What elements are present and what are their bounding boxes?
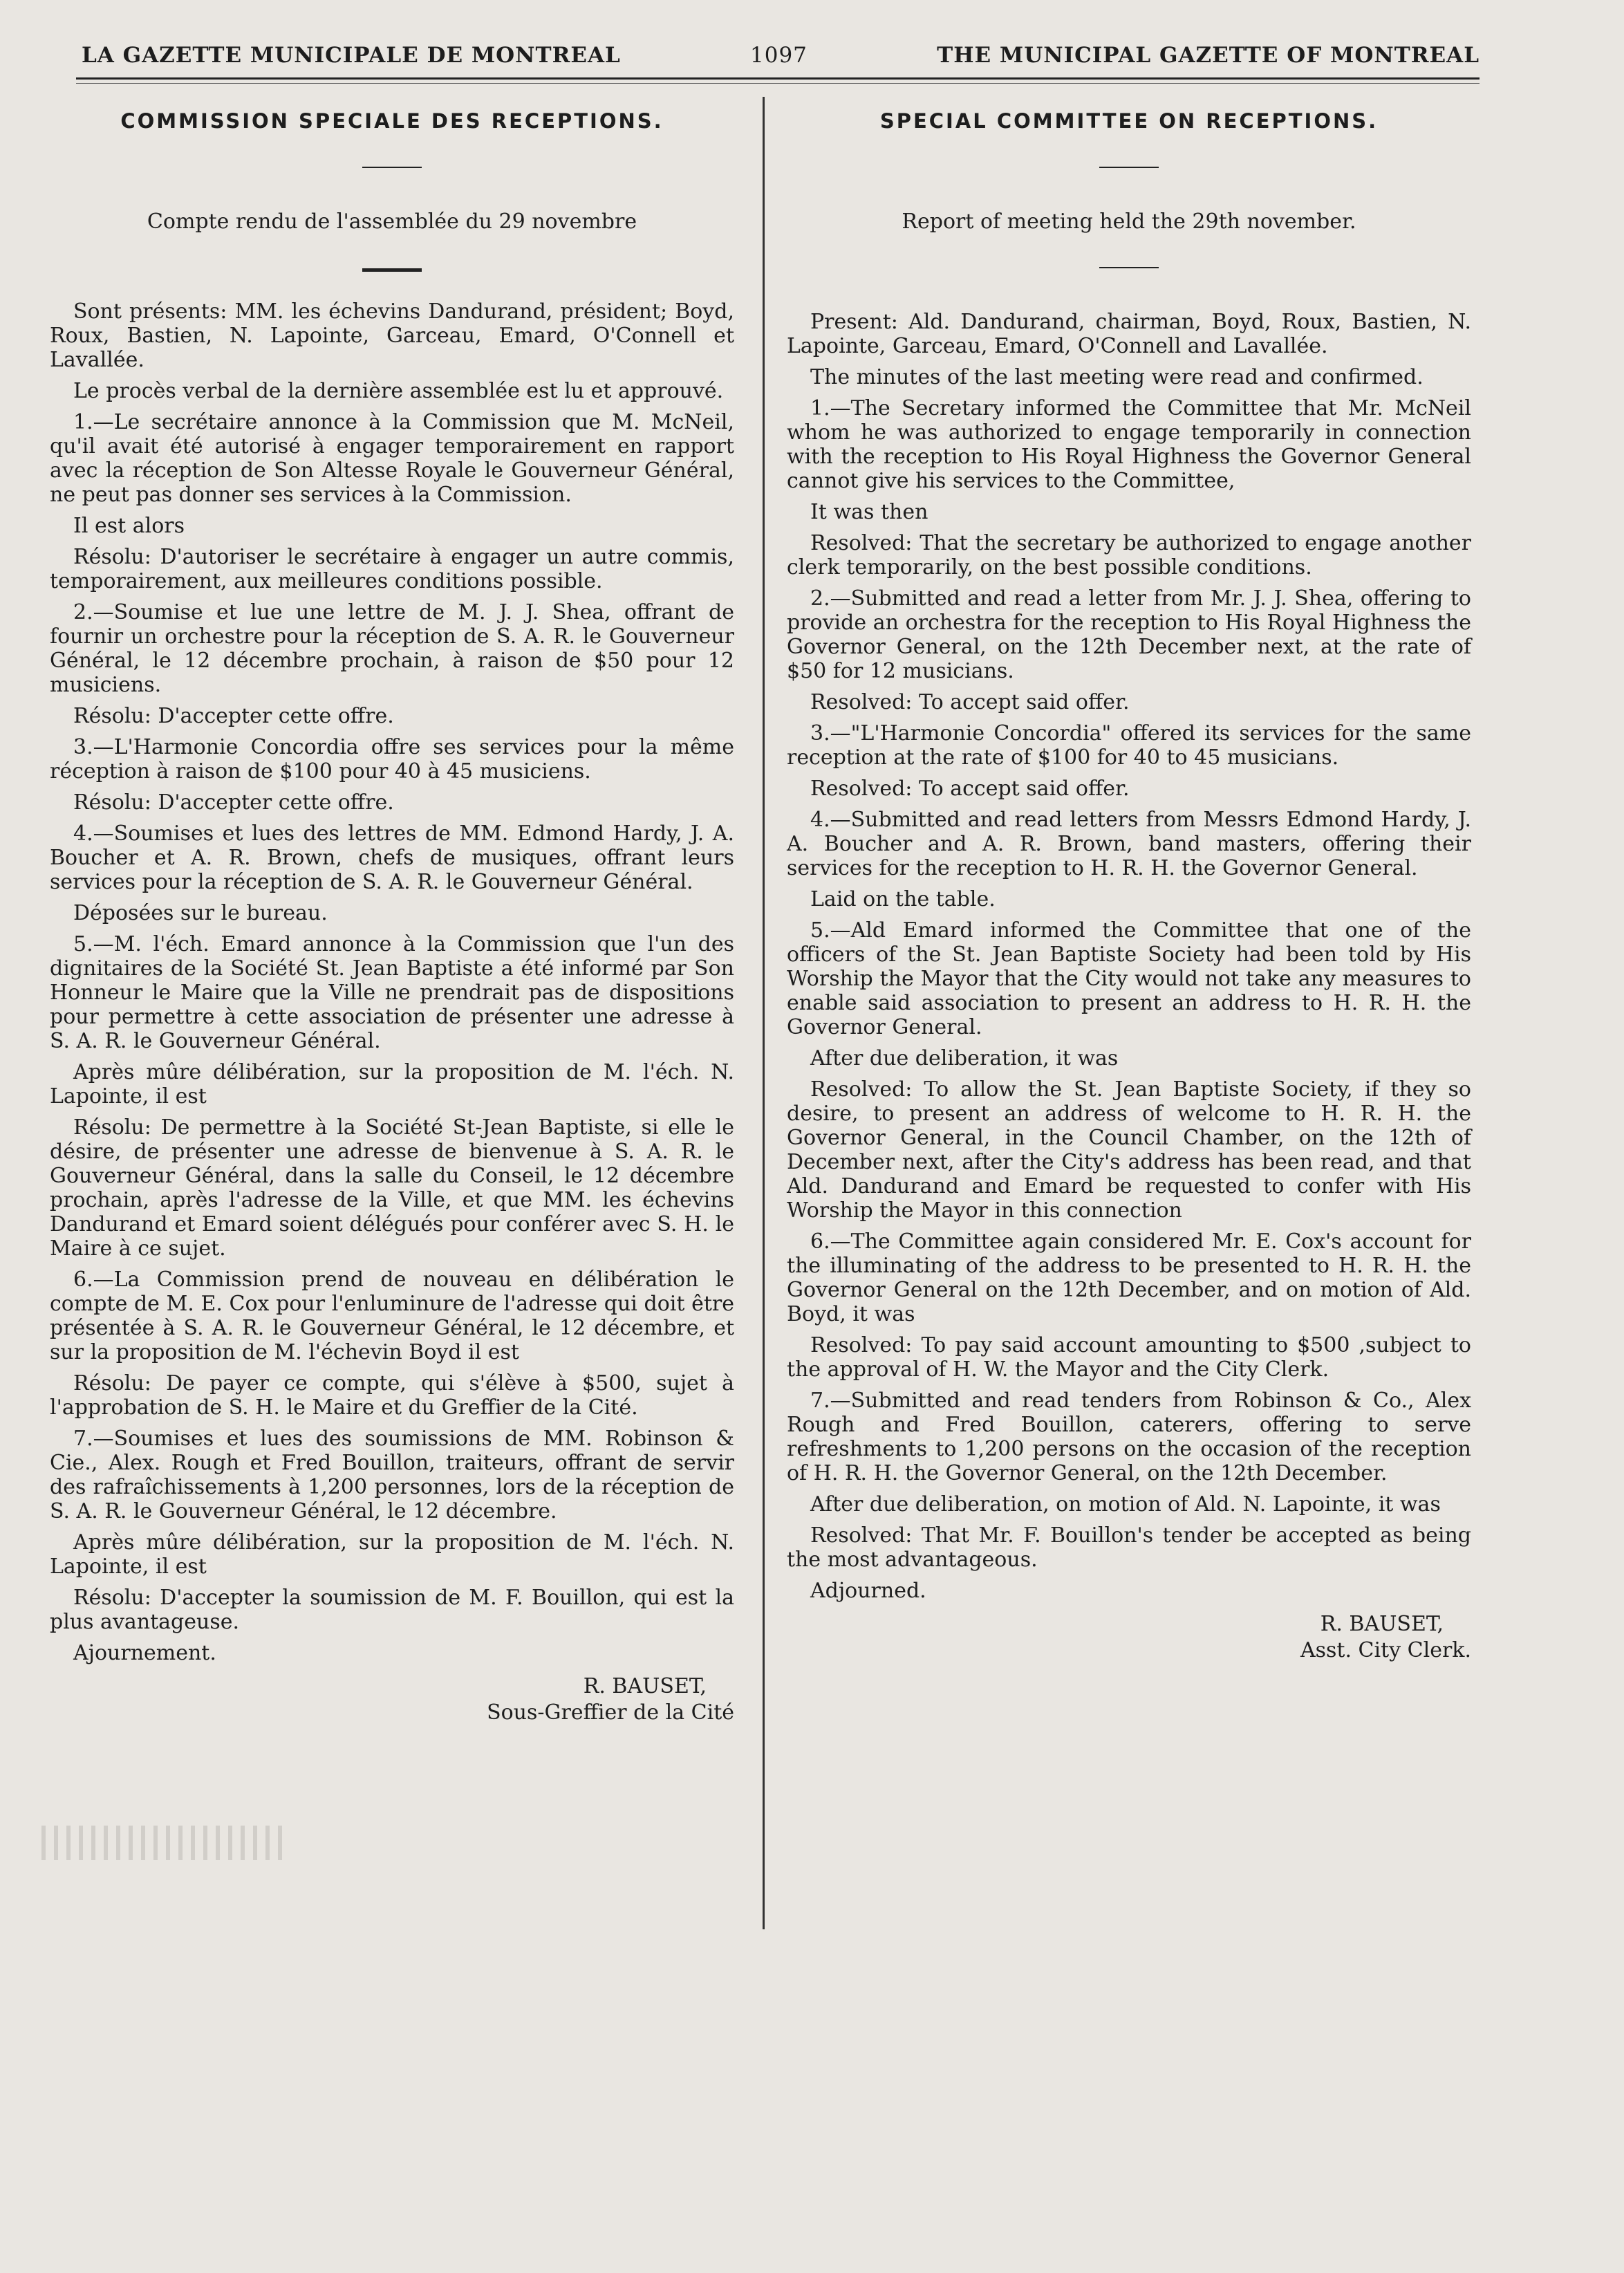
english-paragraph: Resolved: That Mr. F. Bouillon's tender be accepted as being the most advantageous. <box>787 1523 1471 1572</box>
french-paragraph: Après mûre délibération, sur la proposition de M. l'éch. N. Lapointe, il est <box>50 1060 734 1108</box>
english-paragraph: 3.—"L'Harmonie Concordia" offered its services for the same reception at the rate of $100 for 40 to 45 musicians. <box>787 721 1471 770</box>
english-paragraph: Resolved: That the secretary be authorized to engage another clerk temporarily, on the best possible conditions. <box>787 531 1471 579</box>
french-paragraph: 5.—M. l'éch. Emard annonce à la Commission que l'un des dignitaires de la Société St. Jean Baptiste a été informé par Son Honneur le Maire que la Ville ne prendrait pas de dispositions pour permettre à cette association de présenter une adresse à S. A. R. le Gouverneur Général. <box>50 932 734 1053</box>
english-paragraph: Adjourned. <box>810 1579 926 1603</box>
english-signature-title: Asst. City Clerk. <box>1300 1638 1471 1662</box>
page-header <box>76 43 1480 77</box>
french-paragraph: Déposées sur le bureau. <box>73 901 328 925</box>
french-paragraph: Résolu: D'accepter cette offre. <box>73 704 394 728</box>
header-french-title: LA GAZETTE MUNICIPALE DE MONTREAL <box>82 43 621 68</box>
english-subtitle: Report of meeting held the 29th november. <box>902 210 1356 234</box>
french-paragraph: Résolu: De payer ce compte, qui s'élève à $500, sujet à l'approbation de S. H. le Maire et du Greffier de la Cité. <box>50 1371 734 1420</box>
french-signature <box>50 1673 734 1726</box>
french-paragraph: 6.—La Commission prend de nouveau en délibération le compte de M. E. Cox pour l'enluminure de l'adresse qui doit être présentée à S. A. R. le Gouverneur Général, le 12 décembre, et sur la proposition de M. l'échevin Boyd il est <box>50 1268 734 1364</box>
page-number: 1097 <box>750 43 808 68</box>
english-signature <box>787 1611 1471 1664</box>
french-heading: COMMISSION SPECIALE DES RECEPTIONS. <box>120 109 664 133</box>
english-paragraph: Resolved: To accept said offer. <box>810 777 1130 801</box>
french-signature-title: Sous-Greffier de la Cité <box>487 1700 734 1725</box>
french-paragraph: Résolu: D'accepter cette offre. <box>73 790 394 815</box>
french-paragraph: 2.—Soumise et lue une lettre de M. J. J. Shea, offrant de fournir un orchestre pour la réception de S. A. R. le Gouverneur Général, le 12 décembre prochain, à raison de $50 pour 12 musiciens. <box>50 600 734 697</box>
french-paragraph: 7.—Soumises et lues des soumissions de MM. Robinson & Cie., Alex. Rough et Fred Bouillon, traiteurs, offrant de servir des rafraîchissements à 1,200 personnes, lors de la réception de S. A. R. le Gouverneur Général, le 12 décembre. <box>50 1427 734 1523</box>
french-paragraph: Il est alors <box>73 514 185 538</box>
english-paragraph: 6.—The Committee again considered Mr. E. Cox's account for the illuminating of the address to be presented to H. R. H. the Governor General on the 12th December, and on motion of Ald. Boyd, it was <box>787 1230 1471 1326</box>
column-divider <box>763 97 765 1929</box>
english-heading: SPECIAL COMMITTEE ON RECEPTIONS. <box>879 109 1379 133</box>
french-paragraph: Après mûre délibération, sur la proposition de M. l'éch. N. Lapointe, il est <box>50 1530 734 1579</box>
english-paragraph: 5.—Ald Emard informed the Committee that one of the officers of the St. Jean Baptiste Society had been told by His Worship the Mayor that the City would not take any measures to enable said association to present an address to H. R. H. the Governor General. <box>787 918 1471 1039</box>
french-heading-rule <box>362 167 422 168</box>
french-paragraph: Le procès verbal de la dernière assemblée est lu et approuvé. <box>73 379 724 403</box>
french-paragraph: Ajournement. <box>73 1641 216 1665</box>
english-paragraph: 1.—The Secretary informed the Committee that Mr. McNeil whom he was authorized to engage temporarily in connection with the reception to His Royal Highness the Governor General cannot give his services to the Committee, <box>787 396 1471 493</box>
french-paragraph: 1.—Le secrétaire annonce à la Commission que M. McNeil, qu'il avait été autorisé à engager temporairement en rapport avec la réception de Son Altesse Royale le Gouverneur Général, ne peut pas donner ses services à la Commission. <box>50 410 734 507</box>
header-english-title: THE MUNICIPAL GAZETTE OF MONTREAL <box>937 43 1480 68</box>
english-paragraph: The minutes of the last meeting were read and confirmed. <box>810 365 1424 389</box>
french-paragraph: Résolu: D'accepter la soumission de M. F. Bouillon, qui est la plus avantageuse. <box>50 1586 734 1634</box>
english-paragraph: Resolved: To accept said offer. <box>810 690 1130 714</box>
english-paragraph: Laid on the table. <box>810 887 996 911</box>
english-paragraph: Resolved: To allow the St. Jean Baptiste Society, if they so desire, to present an address of welcome to H. R. H. the Governor General, in the Council Chamber, on the 12th of December next, after the City's address has been read, and that Ald. Dandurand and Emard be requested to confer with His Worship the Mayor in this connection <box>787 1077 1471 1223</box>
french-subtitle: Compte rendu de l'assemblée du 29 novembre <box>147 210 637 234</box>
english-heading-rule <box>1099 167 1159 168</box>
french-paragraph: 4.—Soumises et lues des lettres de MM. Edmond Hardy, J. A. Boucher et A. R. Brown, chefs de musiques, offrant leurs services pour la réception de S. A. R. le Gouverneur Général. <box>50 822 734 894</box>
french-paragraph: Résolu: D'autoriser le secrétaire à engager un autre commis, temporairement, aux meilleures conditions possible. <box>50 545 734 593</box>
english-paragraph: 2.—Submitted and read a letter from Mr. J. J. Shea, offering to provide an orchestra for the reception to His Royal Highness the Governor General, on the 12th December next, at the rate of $50 for 12 musicians. <box>787 586 1471 683</box>
english-column <box>787 104 1471 1664</box>
french-column <box>50 104 734 1726</box>
header-rule-thin <box>76 83 1480 84</box>
french-subtitle-rule <box>362 268 422 272</box>
english-paragraph: After due deliberation, it was <box>810 1046 1119 1070</box>
english-signature-name: R. BAUSET, <box>1320 1612 1444 1636</box>
french-signature-name: R. BAUSET, <box>583 1674 707 1698</box>
english-paragraph: After due deliberation, on motion of Ald. N. Lapointe, it was <box>810 1492 1441 1516</box>
english-paragraph: 7.—Submitted and read tenders from Robinson & Co., Alex Rough and Fred Bouillon, caterers, offering to serve refreshments to 1,200 persons on the occasion of the reception of H. R. H. the Governor General, on the 12th December. <box>787 1389 1471 1485</box>
header-rule <box>76 77 1480 80</box>
french-paragraph: Résolu: De permettre à la Société St-Jean Baptiste, si elle le désire, de présenter une adresse de bienvenue à S. A. R. le Gouverneur Général, dans la salle du Conseil, le 12 décembre prochain, après l'adresse de la Ville, et que MM. les échevins Dandurand et Emard soient délégués pour conférer avec S. H. le Maire à ce sujet. <box>50 1115 734 1261</box>
print-smudge <box>41 1826 290 1860</box>
french-paragraph: Sont présents: MM. les échevins Dandurand, président; Boyd, Roux, Bastien, N. Lapointe, Garceau, Emard, O'Connell et Lavallée. <box>50 299 734 372</box>
english-paragraph: Present: Ald. Dandurand, chairman, Boyd, Roux, Bastien, N. Lapointe, Garceau, Emard, O'Connell and Lavallée. <box>787 310 1471 358</box>
english-paragraph: It was then <box>810 500 928 524</box>
english-paragraph: Resolved: To pay said account amounting to $500 ,subject to the approval of H. W. the Mayor and the City Clerk. <box>787 1333 1471 1382</box>
english-paragraph: 4.—Submitted and read letters from Messrs Edmond Hardy, J. A. Boucher and A. R. Brown, band masters, offering their services for the reception to H. R. H. the Governor General. <box>787 808 1471 880</box>
french-paragraph: 3.—L'Harmonie Concordia offre ses services pour la même réception à raison de $100 pour 40 à 45 musiciens. <box>50 735 734 783</box>
english-subtitle-rule <box>1099 267 1159 268</box>
